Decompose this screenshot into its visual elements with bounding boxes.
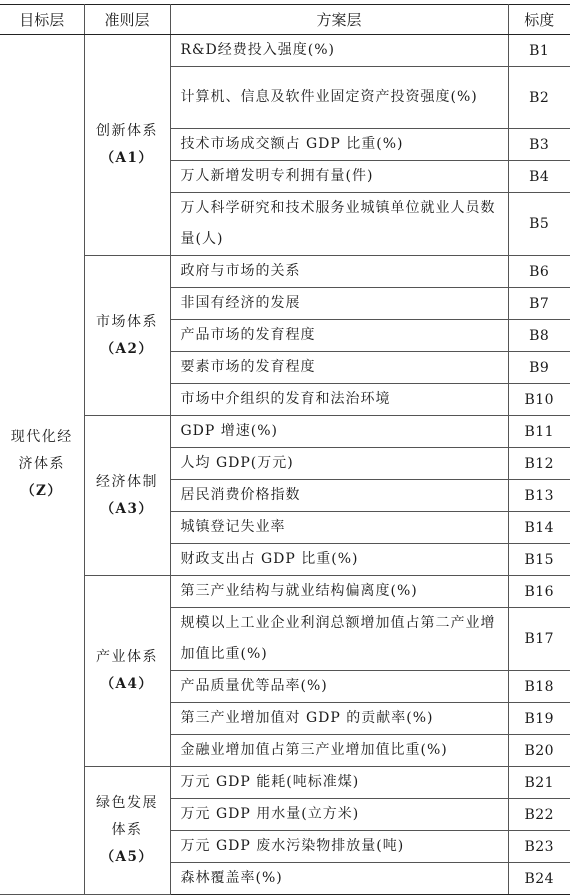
header-option-layer: 方案层 xyxy=(170,5,508,35)
table-row xyxy=(0,416,570,448)
criterion-label: 产业体系 xyxy=(96,649,158,665)
indicator-text: 万元 GDP 用水量(立方米) xyxy=(170,799,508,831)
indicator-code: B3 xyxy=(508,129,570,161)
indicator-code: B1 xyxy=(508,35,570,67)
header-criterion-layer: 准则层 xyxy=(84,5,170,35)
indicator-code: B23 xyxy=(508,831,570,863)
indicator-code: B14 xyxy=(508,512,570,544)
indicator-text: 非国有经济的发展 xyxy=(170,288,508,320)
indicator-code: B20 xyxy=(508,735,570,767)
indicator-code: B18 xyxy=(508,671,570,703)
indicator-code: B2 xyxy=(508,67,570,129)
indicator-text: 技术市场成交额占 GDP 比重(%) xyxy=(170,129,508,161)
indicator-text: 万元 GDP 能耗(吨标准煤) xyxy=(170,767,508,799)
criterion-cell xyxy=(84,576,170,767)
indicator-code: B21 xyxy=(508,767,570,799)
indicator-code: B22 xyxy=(508,799,570,831)
indicator-code: B13 xyxy=(508,480,570,512)
indicator-text: 万元 GDP 废水污染物排放量(吨) xyxy=(170,831,508,863)
criterion-code: （A2） xyxy=(100,340,154,357)
indicator-text: 人均 GDP(万元) xyxy=(170,448,508,480)
criterion-label: 绿色发展体系 xyxy=(96,795,158,838)
goal-layer-cell xyxy=(0,35,84,895)
indicator-text: 规模以上工业企业利润总额增加值占第二产业增加值比重(%) xyxy=(170,608,508,671)
indicator-code: B8 xyxy=(508,320,570,352)
header-goal-layer: 目标层 xyxy=(0,5,84,35)
indicator-text: 市场中介组织的发育和法治环境 xyxy=(170,384,508,416)
criterion-cell xyxy=(84,767,170,895)
indicator-code: B12 xyxy=(508,448,570,480)
criterion-label: 市场体系 xyxy=(96,313,158,330)
indicator-code: B16 xyxy=(508,576,570,608)
table-row xyxy=(0,256,570,288)
indicator-text: 要素市场的发育程度 xyxy=(170,352,508,384)
criterion-label: 经济体制 xyxy=(96,473,158,490)
indicator-code: B5 xyxy=(508,193,570,256)
table-row xyxy=(0,767,570,799)
indicator-code: B6 xyxy=(508,256,570,288)
indicator-text: 金融业增加值占第三产业增加值比重(%) xyxy=(170,735,508,767)
indicator-text: 森林覆盖率(%) xyxy=(170,863,508,895)
indicator-text: 计算机、信息及软件业固定资产投资强度(%) xyxy=(170,67,508,129)
indicator-code: B17 xyxy=(508,608,570,671)
indicator-code: B7 xyxy=(508,288,570,320)
criterion-code: （A4） xyxy=(100,676,154,692)
table-row xyxy=(0,576,570,608)
goal-code: （Z） xyxy=(21,483,63,499)
indicator-code: B4 xyxy=(508,161,570,193)
indicator-text: R&D经费投入强度(%) xyxy=(170,35,508,67)
criterion-code: （A3） xyxy=(100,500,154,517)
indicator-text: 产品质量优等品率(%) xyxy=(170,671,508,703)
indicator-text: 城镇登记失业率 xyxy=(170,512,508,544)
header-scale: 标度 xyxy=(508,5,570,35)
criterion-code: （A5） xyxy=(100,849,154,865)
indicator-text: GDP 增速(%) xyxy=(170,416,508,448)
criterion-cell xyxy=(84,35,170,256)
indicator-code: B19 xyxy=(508,703,570,735)
indicator-text: 产品市场的发育程度 xyxy=(170,320,508,352)
goal-label: 现代化经济体系 xyxy=(10,429,73,472)
indicator-text: 居民消费价格指数 xyxy=(170,480,508,512)
indicator-code: B11 xyxy=(508,416,570,448)
table-row xyxy=(0,35,570,67)
indicator-system-table xyxy=(0,4,570,895)
indicator-text: 第三产业增加值对 GDP 的贡献率(%) xyxy=(170,703,508,735)
indicator-text: 万人新增发明专利拥有量(件) xyxy=(170,161,508,193)
table-body xyxy=(0,35,570,895)
criterion-cell xyxy=(84,256,170,416)
indicator-code: B10 xyxy=(508,384,570,416)
indicator-text: 万人科学研究和技术服务业城镇单位就业人员数量(人) xyxy=(170,193,508,256)
indicator-code: B24 xyxy=(508,863,570,895)
header-row xyxy=(0,5,570,35)
indicator-text: 财政支出占 GDP 比重(%) xyxy=(170,544,508,576)
indicator-code: B15 xyxy=(508,544,570,576)
indicator-code: B9 xyxy=(508,352,570,384)
indicator-text: 第三产业结构与就业结构偏离度(%) xyxy=(170,576,508,608)
criterion-label: 创新体系 xyxy=(96,123,158,139)
criterion-cell xyxy=(84,416,170,576)
criterion-code: （A1） xyxy=(100,150,154,166)
indicator-text: 政府与市场的关系 xyxy=(170,256,508,288)
